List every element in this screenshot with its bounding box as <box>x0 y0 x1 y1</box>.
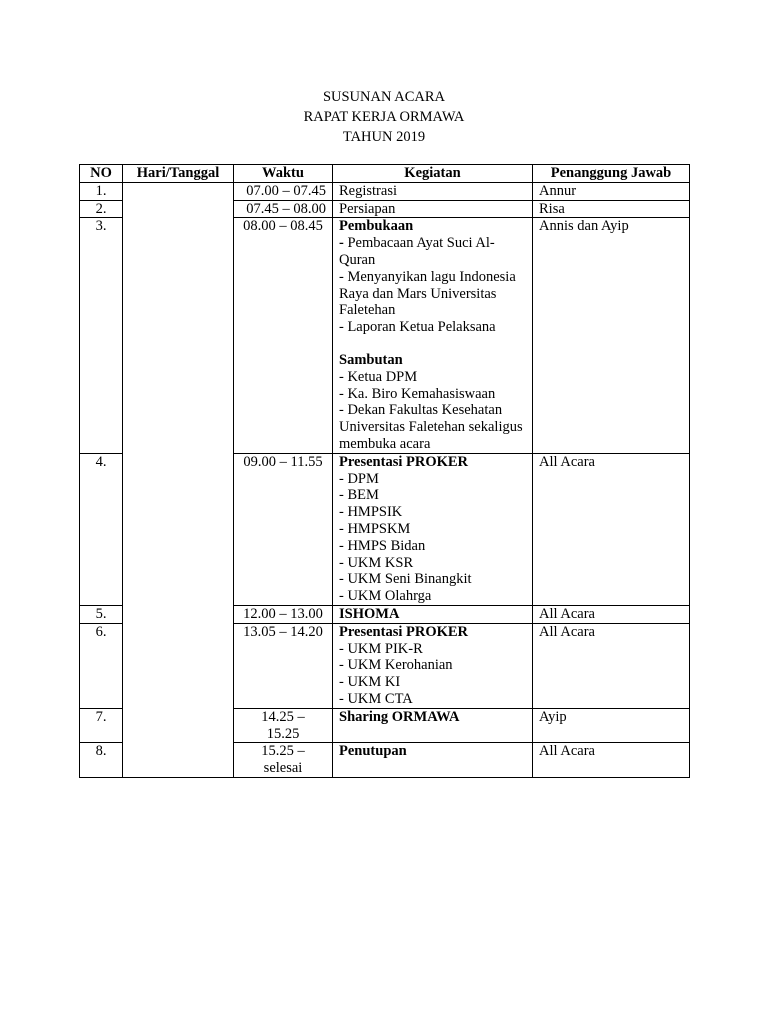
header-day: Hari/Tanggal <box>123 165 234 183</box>
activity-heading: Sambutan <box>339 351 403 368</box>
activity-item: - UKM PIK-R <box>339 640 423 657</box>
activity-heading: Presentasi PROKER <box>339 453 469 470</box>
cell-pic: All Acara <box>533 623 690 708</box>
activity-heading: Sharing ORMAWA <box>339 708 460 725</box>
activity-heading: ISHOMA <box>339 605 400 622</box>
table-header-row <box>80 165 690 183</box>
cell-time: 07.00 – 07.45 <box>234 182 333 200</box>
cell-time: 09.00 – 11.55 <box>234 453 333 605</box>
activity-item: - Menyanyikan lagu Indonesia Raya dan Mars Universitas Faletehan <box>339 268 516 319</box>
activity-item: - Dekan Fakultas Kesehatan Universitas Faletehan sekaligus membuka acara <box>339 402 523 452</box>
activity-item: - BEM <box>339 487 379 504</box>
activity-item: - UKM Olahrga <box>339 588 432 605</box>
schedule-table <box>79 164 690 778</box>
title-line-2: RAPAT KERJA ORMAWA <box>303 109 465 125</box>
activity-item: - UKM Kerohanian <box>339 657 453 674</box>
spacer <box>339 336 526 352</box>
cell-pic: Annur <box>533 182 690 200</box>
cell-activity <box>333 605 533 623</box>
cell-pic: All Acara <box>533 453 690 605</box>
header-no: NO <box>80 165 123 183</box>
activity-heading: Pembukaan <box>339 218 414 235</box>
cell-time: 07.45 – 08.00 <box>234 200 333 218</box>
activity-item: - UKM KSR <box>339 554 414 571</box>
activity-heading: Penutupan <box>339 743 407 760</box>
header-pic: Penanggung Jawab <box>533 165 690 183</box>
cell-pic: Risa <box>533 200 690 218</box>
cell-activity <box>333 453 533 605</box>
header-time: Waktu <box>234 165 333 183</box>
activity-item: - Ka. Biro Kemahasiswaan <box>339 385 496 402</box>
activity-item: - Laporan Ketua Pelaksana <box>339 319 496 336</box>
activity-item: - UKM CTA <box>339 690 413 707</box>
cell-no: 4. <box>80 453 123 605</box>
cell-no: 5. <box>80 605 123 623</box>
cell-day <box>123 182 234 777</box>
activity-item: - UKM Seni Binangkit <box>339 571 472 588</box>
cell-activity <box>333 623 533 708</box>
cell-time: 12.00 – 13.00 <box>234 605 333 623</box>
document-title <box>0 87 768 147</box>
cell-no: 1. <box>80 182 123 200</box>
cell-no: 3. <box>80 218 123 453</box>
activity-item: - DPM <box>339 470 379 487</box>
activity-item: - UKM KI <box>339 674 401 691</box>
header-activity: Kegiatan <box>333 165 533 183</box>
activity-item: - HMPSIK <box>339 504 403 521</box>
activity-item: - HMPSKM <box>339 520 411 537</box>
cell-activity <box>333 218 533 453</box>
table-row <box>80 182 690 200</box>
title-line-3: TAHUN 2019 <box>342 129 426 145</box>
cell-time: 14.25 – 15.25 <box>234 708 333 743</box>
cell-time: 13.05 – 14.20 <box>234 623 333 708</box>
activity-heading: Presentasi PROKER <box>339 623 469 640</box>
cell-pic: All Acara <box>533 605 690 623</box>
cell-no: 8. <box>80 743 123 778</box>
cell-time: 15.25 – selesai <box>234 743 333 778</box>
cell-activity <box>333 743 533 778</box>
cell-pic: All Acara <box>533 743 690 778</box>
cell-pic: Annis dan Ayip <box>533 218 690 453</box>
cell-activity <box>333 708 533 743</box>
cell-activity: Registrasi <box>333 182 533 200</box>
activity-item-text: Pembacaan Ayat Suci Al-Quran <box>339 235 495 268</box>
cell-no: 6. <box>80 623 123 708</box>
cell-pic: Ayip <box>533 708 690 743</box>
activity-item-dash: - <box>339 235 348 252</box>
activity-item: - HMPS Bidan <box>339 537 426 554</box>
cell-time: 08.00 – 08.45 <box>234 218 333 453</box>
cell-no: 2. <box>80 200 123 218</box>
activity-item: - Ketua DPM <box>339 368 418 385</box>
cell-no: 7. <box>80 708 123 743</box>
title-line-1: SUSUNAN ACARA <box>322 89 446 105</box>
activity-item <box>339 235 526 269</box>
cell-activity: Persiapan <box>333 200 533 218</box>
